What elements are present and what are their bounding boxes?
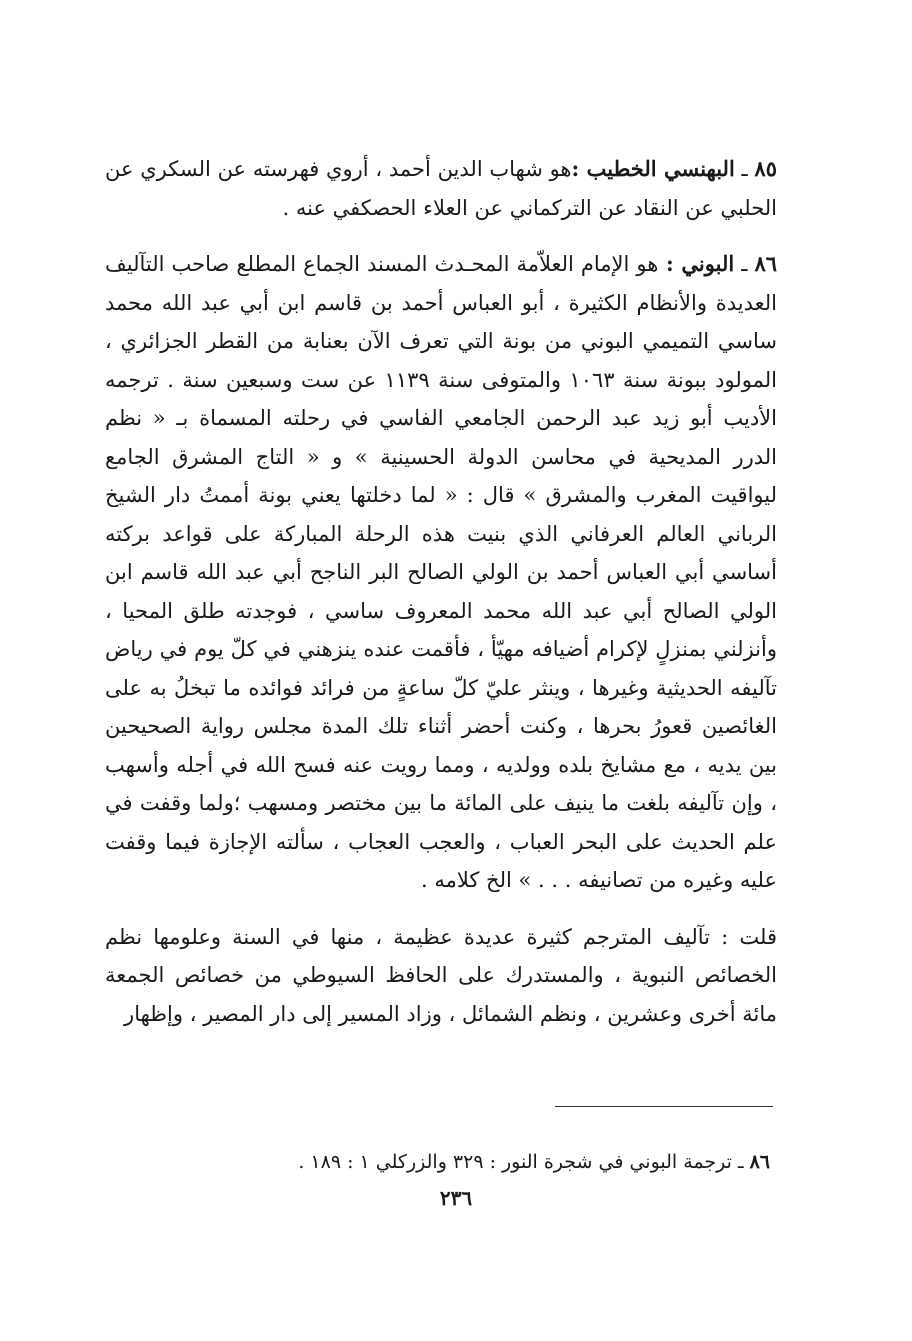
entry-heading: البوني [681, 251, 735, 276]
entry-86 [105, 245, 777, 900]
footnote-text: ـ ترجمة البوني في شجرة النور : ٣٢٩ والزركلي ١ : ١٨٩ . [298, 1151, 750, 1173]
entry-number: ٨٥ [754, 156, 777, 181]
commentary-paragraph: قلت : تآليف المترجم كثيرة عديدة عظيمة ، منها في السنة وعلومها نظم الخصائص النبوية ، والمستدرك على الحافظ السيوطي من خصائص الجمعة مائة أخرى وعشرين ، ونظم الشمائل ، وزاد المسير إلى دار المصير ، وإظهار [105, 924, 777, 1026]
entry-heading: البهنسي الخطيب [586, 156, 735, 181]
entry-dash: ـ [734, 252, 755, 276]
page-number: ٢٣٦ [439, 1186, 473, 1210]
entry-separator: : [571, 156, 587, 181]
page-body [105, 150, 777, 1033]
footnote [105, 1147, 770, 1177]
footnote-number: ٨٦ [749, 1151, 770, 1173]
entry-number: ٨٦ [754, 251, 777, 276]
entry-separator: : [658, 251, 682, 276]
footnote-divider [555, 1106, 773, 1107]
entry-text: هو الإمام العلاّمة المحـدث المسند الجماع المطلع صاحب التآليف العديدة والأنظام الكثيرة ، أبو العباس أحمد بن قاسم ابن أبي عبد الله محمد ساسي التميمي البوني من بونة التي تعرف الآن بعنابة من القطر الجزائري ، المولود ببونة سنة ١٠٦٣ والمتوفى سنة ١١٣٩ عن ست وسبعين سنة . ترجمه الأديب أبو زيد عبد الرحمن الجامعي الفاسي في رحلته المسماة بـ « نظم الدرر المديحية في محاسن الدولة الحسينية » و « التاج المشرق الجامع ليواقيت المغرب والمشرق » قال : « لما دخلتها يعني بونة أممتُ دار الشيخ الرباني العالم العرفاني الذي بنيت هذه الرحلة المباركة على قواعد بركته أساسي أبي العباس أحمد بن الولي الصالح البر الناجح أبي عبد الله قاسم ابن الولي الصالح أبي عبد الله محمد المعروف ساسي ، فوجدته طلق المحيا ، وأنزلني بمنزلٍ لإكرام أضيافه مهيّأ ، فأقمت عنده ينزهني في كلّ يوم في رياض تآليفه الحديثية وغيرها ، وينثر عليّ كلّ ساعةٍ من فرائد فوائده ما تبخلُ به على الغائصين قعورُ بحرها ، وكنت أحضر أثناء تلك المدة مجلس رواية الصحيحين بين يديه ، مع مشايخ بلده وولديه ، ومما رويت عنه فسح الله في أجله وأسهب ، وإن تآليفه بلغت ما ينيف على المائة ما بين مختصر ومسهب ؛ولما وقفت في علم الحديث على البحر العباب ، والعجب العجاب ، سألته الإجازة فيما وقفت عليه وغيره من تصانيفه . . . » الخ كلامه . [105, 252, 777, 892]
entry-85 [105, 150, 777, 227]
entry-dash: ـ [734, 157, 755, 181]
entry-text: هو شهاب الدين أحمد ، أروي فهرسته عن السكري عن الحلبي عن النقاد عن التركماني عن العلاء الحصكفي عنه . [105, 157, 777, 220]
